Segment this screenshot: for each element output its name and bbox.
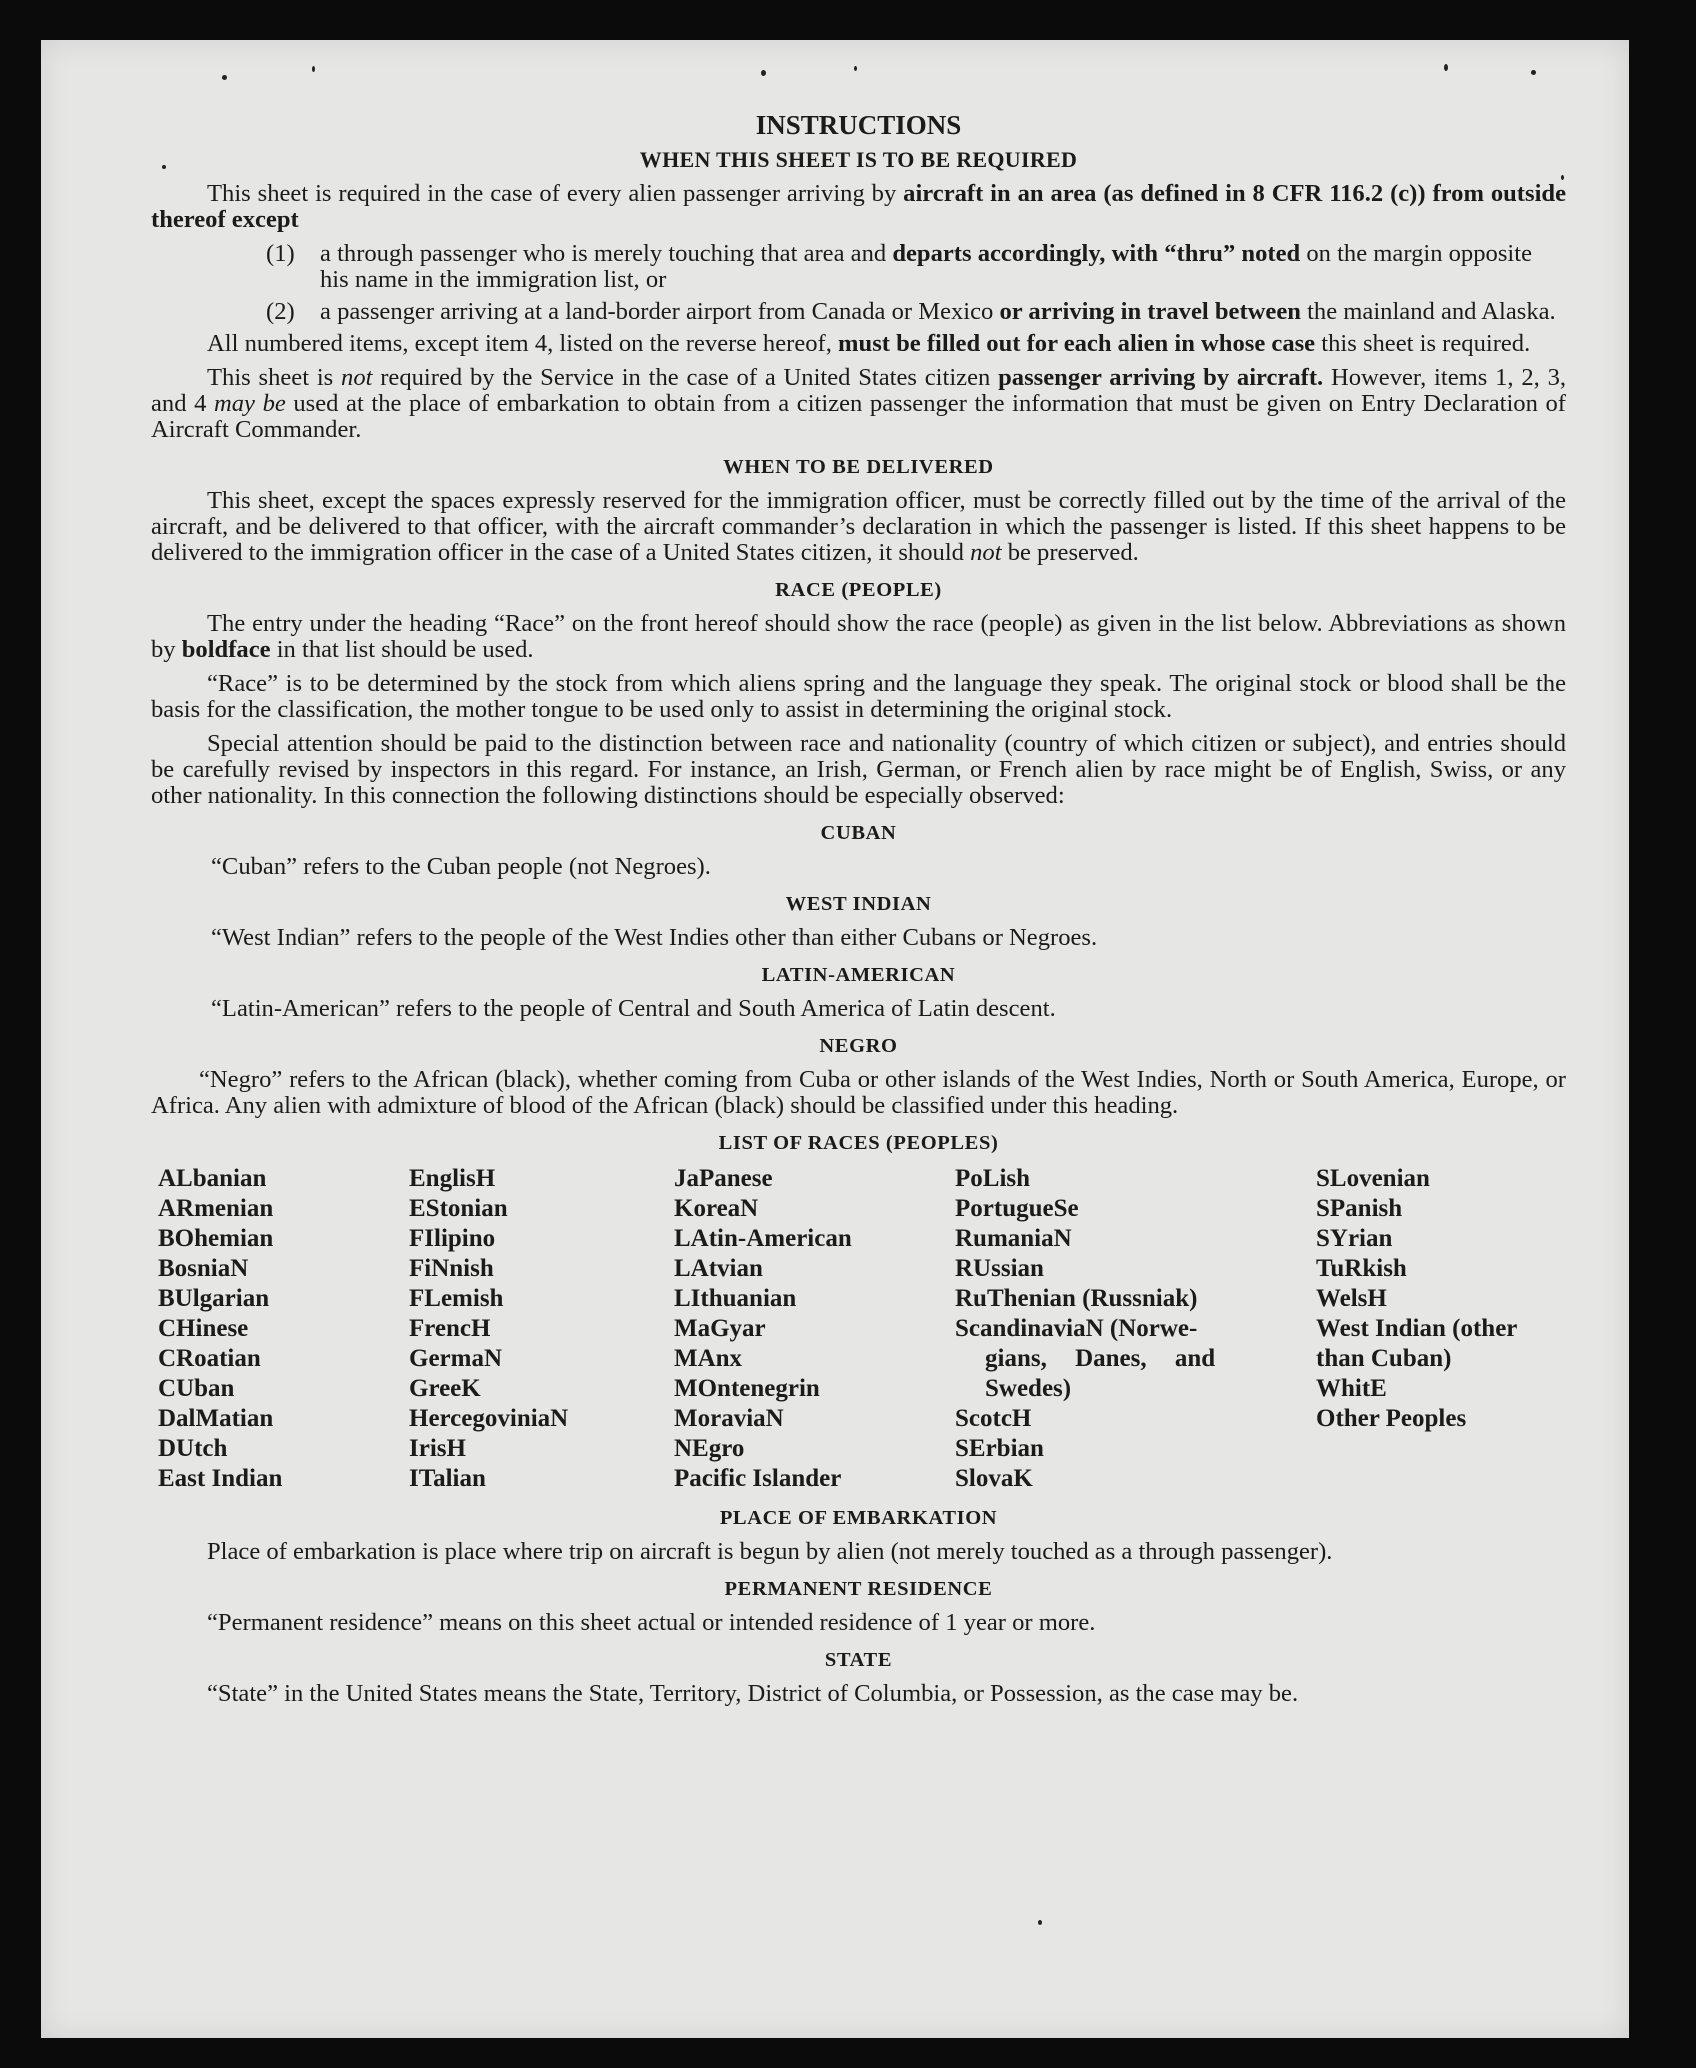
race-entry: PoLish bbox=[955, 1165, 1031, 1192]
race-entry: PortugueSe bbox=[955, 1195, 1079, 1222]
section-heading-when-delivered: WHEN TO BE DELIVERED bbox=[723, 456, 994, 478]
race-entry: BUlgarian bbox=[158, 1285, 270, 1312]
exception-item-1: (1) a through passenger who is merely touching that area and departs accordingly, with “thru” noted on the margin opposite his name in the immigration list, or bbox=[266, 240, 1532, 293]
race-entry: RumaniaN bbox=[955, 1225, 1072, 1252]
definition-heading-cuban: CUBAN bbox=[820, 822, 897, 844]
paragraph-citizen: This sheet is not required by the Service in the case of a United States citizen passenger arriving by aircraft. However, items 1, 2, 3, and 4 may be used at the place of embarkation to obtain from a citizen passenger the information that must be given on Entry Declaration of Aircraft Commander. bbox=[151, 364, 1567, 443]
race-entry: SErbian bbox=[955, 1435, 1044, 1462]
race-entry: MoraviaN bbox=[674, 1405, 784, 1432]
race-entry: GreeK bbox=[409, 1375, 481, 1402]
race-entry-scandinavian: ScandinaviaN (Norwe- bbox=[955, 1315, 1198, 1342]
race-entry: DUtch bbox=[158, 1435, 228, 1462]
race-column-3 bbox=[674, 1164, 852, 1494]
section-heading-embarkation: PLACE OF EMBARKATION bbox=[719, 1507, 998, 1529]
paragraph-delivered: This sheet, except the spaces expressly reserved for the immigration officer, must be correctly filled out by the time of the arrival of the aircraft, and be delivered to that officer, with the aircraft commander’s declaration in which the passenger is listed. If this sheet happens to be delivered to the immigration officer in the case of a United States citizen, it should not be preserved. bbox=[151, 487, 1566, 566]
item-number: (1) bbox=[266, 240, 295, 267]
race-column-4 bbox=[955, 1164, 1247, 1494]
section-heading-list-of-races: LIST OF RACES (PEOPLES) bbox=[718, 1132, 999, 1154]
race-entry-west-indian-cont: than Cuban) bbox=[1316, 1345, 1452, 1372]
race-entry-west-indian: West Indian (other bbox=[1316, 1315, 1518, 1342]
definition-heading-west-indian: WEST INDIAN bbox=[785, 893, 932, 915]
print-speck bbox=[854, 66, 857, 71]
race-entry: RuThenian (Russniak) bbox=[955, 1285, 1198, 1312]
race-entry: SPanish bbox=[1316, 1195, 1403, 1222]
race-entry: BOhemian bbox=[158, 1225, 274, 1252]
race-entry: East Indian bbox=[158, 1465, 283, 1492]
race-entry: HercegoviniaN bbox=[409, 1405, 569, 1432]
definition-heading-latin-american: LATIN-AMERICAN bbox=[761, 964, 956, 986]
race-entry: CUban bbox=[158, 1375, 235, 1402]
race-entry: JaPanese bbox=[674, 1165, 773, 1192]
race-entry: DalMatian bbox=[158, 1405, 274, 1432]
paragraph-required-intro: This sheet is required in the case of every alien passenger arriving by aircraft in an area (as defined in 8 CFR 116.2 (c)) from outside thereof except bbox=[151, 180, 1566, 233]
race-entry: Other Peoples bbox=[1316, 1405, 1467, 1432]
race-column-5 bbox=[1316, 1164, 1517, 1434]
race-entry: KoreaN bbox=[674, 1195, 759, 1222]
race-entry: ITalian bbox=[409, 1465, 486, 1492]
race-entry: SlovaK bbox=[955, 1465, 1033, 1492]
race-entry: CRoatian bbox=[158, 1345, 261, 1372]
race-entry-scandinavian-cont: Swedes) bbox=[985, 1375, 1072, 1402]
race-entry: TuRkish bbox=[1316, 1255, 1407, 1282]
race-entry: FrencH bbox=[409, 1315, 491, 1342]
print-speck bbox=[1531, 70, 1536, 75]
race-entry: GermaN bbox=[409, 1345, 503, 1372]
race-entry: FiNnish bbox=[409, 1255, 494, 1282]
section-heading-when-required: WHEN THIS SHEET IS TO BE REQUIRED bbox=[639, 147, 1078, 172]
section-heading-permanent-residence: PERMANENT RESIDENCE bbox=[724, 1578, 993, 1600]
race-entry: SYrian bbox=[1316, 1225, 1393, 1252]
race-entry: LAtvian bbox=[674, 1255, 763, 1282]
race-entry: ALbanian bbox=[158, 1165, 267, 1192]
section-heading-state: STATE bbox=[824, 1649, 893, 1671]
race-entry: MAnx bbox=[674, 1345, 743, 1372]
race-entry: Pacific Islander bbox=[674, 1465, 842, 1492]
paragraph-race-stock: “Race” is to be determined by the stock from which aliens spring and the language they speak. The original stock or blood shall be the basis for the classification, the mother tongue to be used only to assist in determining the original stock. bbox=[151, 670, 1566, 723]
instructions-content bbox=[151, 112, 1566, 1715]
print-speck bbox=[222, 75, 227, 80]
race-entry: MaGyar bbox=[674, 1315, 766, 1342]
list-of-races bbox=[151, 1164, 1566, 1494]
paragraph-numbered-items: All numbered items, except item 4, listed on the reverse hereof, must be filled out for each alien in whose case this sheet is required. bbox=[207, 330, 1531, 357]
print-speck bbox=[1444, 64, 1448, 71]
definition-heading-negro: NEGRO bbox=[819, 1035, 898, 1057]
paragraph-embarkation: Place of embarkation is place where trip on aircraft is begun by alien (not merely touched as a through passenger). bbox=[207, 1538, 1333, 1565]
race-entry: LIthuanian bbox=[674, 1285, 797, 1312]
race-entry: CHinese bbox=[158, 1315, 249, 1342]
race-entry: WhitE bbox=[1316, 1375, 1387, 1402]
race-entry: NEgro bbox=[674, 1435, 745, 1462]
race-entry: ARmenian bbox=[158, 1195, 274, 1222]
race-entry: SLovenian bbox=[1316, 1165, 1430, 1192]
paragraph-race-nationality: Special attention should be paid to the distinction between race and nationality (country of which citizen or subject), and entries should be carefully revised by inspectors in this regard. For instance, an Irish, German, or French alien by race might be of English, Swiss, or any other nationality. In this connection the following distinctions should be especially observed: bbox=[151, 730, 1566, 809]
race-entry: IrisH bbox=[409, 1435, 466, 1462]
definition-west-indian: “West Indian” refers to the people of the West Indies other than either Cubans or Negroes. bbox=[211, 924, 1098, 951]
race-entry: RUssian bbox=[955, 1255, 1044, 1282]
paragraph-race-entry: The entry under the heading “Race” on the front hereof should show the race (people) as given in the list below. Abbreviations as shown by boldface in that list should be used. bbox=[151, 610, 1566, 663]
race-entry: LAtin-American bbox=[674, 1225, 852, 1252]
page-title: INSTRUCTIONS bbox=[755, 110, 962, 140]
race-entry: EStonian bbox=[409, 1195, 508, 1222]
print-speck bbox=[761, 70, 766, 76]
definition-latin-american: “Latin-American” refers to the people of Central and South America of Latin descent. bbox=[211, 995, 1056, 1022]
race-entry-scandinavian-cont: gians, Danes, and bbox=[985, 1345, 1216, 1372]
race-entry: ScotcH bbox=[955, 1405, 1032, 1432]
paragraph-state: “State” in the United States means the State, Territory, District of Columbia, or Possession, as the case may be. bbox=[207, 1680, 1299, 1707]
race-entry: FIlipino bbox=[409, 1225, 496, 1252]
print-speck bbox=[1038, 1920, 1042, 1925]
section-heading-race: RACE (PEOPLE) bbox=[775, 579, 942, 601]
race-entry: EnglisH bbox=[409, 1165, 496, 1192]
item-number: (2) bbox=[266, 298, 295, 325]
race-entry: FLemish bbox=[409, 1285, 504, 1312]
race-entry: BosniaN bbox=[158, 1255, 249, 1282]
print-speck bbox=[312, 66, 315, 72]
race-column-1 bbox=[158, 1164, 282, 1494]
definition-cuban: “Cuban” refers to the Cuban people (not Negroes). bbox=[211, 853, 711, 880]
paragraph-permanent-residence: “Permanent residence” means on this sheet actual or intended residence of 1 year or more. bbox=[207, 1609, 1096, 1636]
race-entry: WelsH bbox=[1316, 1285, 1387, 1312]
race-entry: MOntenegrin bbox=[674, 1375, 820, 1402]
definition-negro: “Negro” refers to the African (black), whether coming from Cuba or other islands of the West Indies, North or South America, Europe, or Africa. Any alien with admixture of blood of the African (black) should be classified under this heading. bbox=[151, 1066, 1566, 1119]
race-column-2 bbox=[409, 1164, 568, 1494]
exception-item-2: (2) a passenger arriving at a land-border airport from Canada or Mexico or arriving in travel between the mainland and Alaska. bbox=[266, 298, 1556, 325]
